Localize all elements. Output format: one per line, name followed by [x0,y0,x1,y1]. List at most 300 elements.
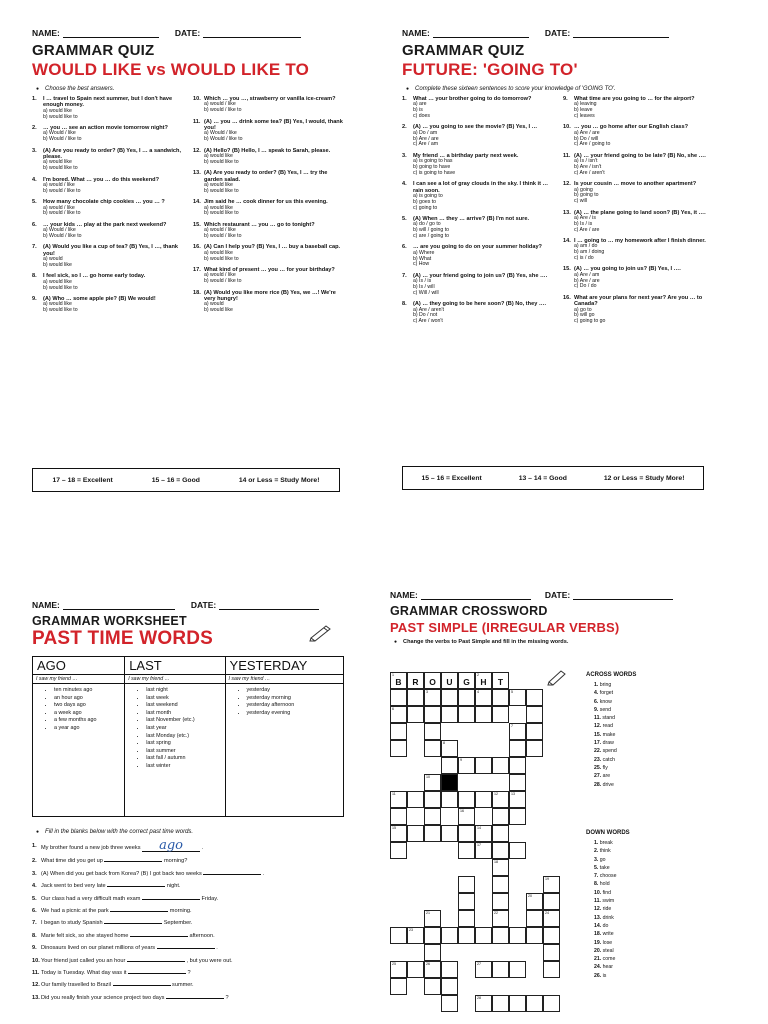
crossword-cell[interactable] [458,689,475,706]
question-stem: … your kids … play at the park next weekend? [43,221,167,228]
crossword-cell[interactable] [424,706,441,723]
sentence-after: ? [185,970,191,977]
example-answer: ago [159,838,184,853]
crossword-cell[interactable] [509,791,526,808]
crossword-cell[interactable] [492,842,509,859]
crossword-cell[interactable] [390,978,407,995]
time-word: • an hour ago [54,695,121,703]
clue-verb: fly [602,764,608,771]
question-item [32,148,183,172]
clue-verb: catch [602,756,616,763]
answer-option: b) Is / is [574,220,593,227]
clue-number: 11. [594,898,603,905]
answer-blank[interactable] [107,886,165,887]
question-body [413,301,546,325]
score-band: 17 – 18 = Excellent [52,476,113,484]
crossword-cell[interactable] [509,842,526,859]
crossword-cell[interactable] [492,927,509,944]
crossword-cell[interactable] [390,723,407,740]
crossword-cell[interactable] [458,842,475,859]
clue-verb: spend [602,748,617,755]
crossword-cell[interactable] [492,995,509,1012]
sentence-text [41,908,192,914]
crossword-cell[interactable] [475,672,492,689]
crossword-cell[interactable] [509,757,526,774]
question-item [193,96,344,114]
cell-number: 11 [392,792,396,796]
question-number: 18. [193,289,201,296]
clue-number: 3. [594,856,600,863]
name-label: NAME: [402,28,430,38]
answer-option: a) do / go to [413,221,441,228]
crossword-cell[interactable] [458,672,475,689]
crossword-cell[interactable] [441,706,458,723]
clue-item [594,972,716,980]
answer-option: b) would / like to [43,187,81,194]
cell-number: 8 [443,741,445,745]
answer-blank[interactable] [166,998,224,999]
question-number: 9. [563,96,568,102]
clue-verb: think [599,848,611,855]
crossword-cell[interactable] [526,910,543,927]
clue-verb: steal [602,947,614,954]
cell-number: 13 [511,792,515,796]
time-word: • last Monday (etc.) [146,733,221,741]
answer-option: b) is [413,107,423,114]
crossword-cell[interactable] [509,961,526,978]
answer-blank[interactable] [110,911,168,912]
crossword-cell[interactable] [526,995,543,1012]
table-column-heading: YESTERDAY [225,657,343,675]
question-item [193,244,344,262]
question-body [574,96,695,120]
answer-blank[interactable] [157,948,215,949]
answer-option: b) would / like to [204,278,242,285]
crossword-cell[interactable] [475,791,492,808]
crossword-cell[interactable] [492,825,509,842]
crossword-cell[interactable] [543,944,560,961]
crossword-cell[interactable] [458,757,475,774]
crossword-cell[interactable] [509,740,526,757]
question-body [574,124,688,148]
answer-option: c) does [413,113,431,119]
question-item [402,216,553,240]
question-item [563,124,714,148]
crossword-cell[interactable] [543,995,560,1012]
sentence-before: Dinosaurs lived on our planet millions of years [41,945,157,952]
question-item [193,222,344,240]
answer-blank[interactable] [113,985,171,986]
cell-number: 28 [477,996,481,1000]
answer-option: a) Would / like [204,130,237,137]
question-column-right [559,96,714,330]
answer-option: b) going to [574,192,599,199]
answer-blank[interactable] [104,923,162,924]
time-word: • last summer [146,748,221,756]
clue-item [594,781,716,789]
clue-item [594,706,716,714]
crossword-cell[interactable] [407,791,424,808]
crossword-cell[interactable] [543,876,560,893]
crossword-cell[interactable] [441,961,458,978]
crossword-cell[interactable] [424,791,441,808]
crossword-cell[interactable] [390,740,407,757]
crossword-cell[interactable] [492,689,509,706]
crossword-cell[interactable] [407,672,424,689]
crossword-cell[interactable] [424,910,441,927]
crossword-cell[interactable] [390,927,407,944]
crossword-cell[interactable] [492,672,509,689]
answer-option: a) Are / am [574,271,600,278]
answer-option: a) would like [43,159,72,166]
crossword-cell[interactable] [441,689,458,706]
clue-number: 6. [594,698,600,705]
crossword-cell[interactable] [492,859,509,876]
crossword-cell[interactable] [407,706,424,723]
crossword-cell[interactable] [509,689,526,706]
question-item [402,301,553,325]
answer-blank[interactable] [104,861,162,862]
crossword-cell[interactable] [441,774,458,791]
crossword-cell[interactable] [458,706,475,723]
score-band: 15 – 16 = Good [151,476,200,484]
cell-letter: R [412,677,419,687]
crossword-cell[interactable] [475,927,492,944]
answer-option: b) What [413,255,432,262]
clue-item [594,914,716,922]
question-body [43,96,183,120]
crossword-cell[interactable] [509,774,526,791]
crossword-cell[interactable] [424,825,441,842]
question-number: 10. [193,96,201,102]
answer-option: a) would [43,256,63,263]
crossword-cell[interactable] [424,927,441,944]
sentence-number: 6. [32,908,37,915]
clue-number: 7. [594,873,600,880]
crossword-cell[interactable] [390,706,407,723]
crossword-cell[interactable] [424,723,441,740]
question-body [204,170,344,194]
crossword-cell[interactable] [492,757,509,774]
crossword-cell[interactable] [509,808,526,825]
crossword-cell[interactable] [424,961,441,978]
crossword-cell[interactable] [407,825,424,842]
crossword-cell[interactable] [390,825,407,842]
past-time-table [32,656,344,817]
crossword-cell[interactable] [458,927,475,944]
question-stem: I can see a lot of gray clouds in the sky. I think it … rain soon. [413,181,549,194]
crossword-cell[interactable] [543,893,560,910]
cell-number: 25 [392,962,396,966]
question-body [204,244,340,262]
sentence-number: 5. [32,895,37,902]
crossword-cell[interactable] [424,808,441,825]
clue-number: 21. [594,956,603,963]
clue-verb: draw [602,740,614,747]
crossword-cell[interactable] [458,893,475,910]
sentence-text [41,970,191,976]
question-stem: (A) … your friend going to join us? (B) Yes, she …. [413,272,548,279]
crossword-cell[interactable] [441,978,458,995]
clue-verb: do [602,922,609,929]
answer-option: a) Are / aren't [413,306,444,313]
crossword-cell[interactable] [475,825,492,842]
clue-item [594,880,716,888]
sentence-text [41,982,194,988]
answer-option: a) would like [204,204,233,211]
time-word: • a week ago [54,710,121,718]
cell-number: 5 [511,690,513,694]
crossword-cell[interactable] [390,672,407,689]
clue-number: 20. [594,947,603,954]
crossword-cell[interactable] [475,757,492,774]
question-number: 11. [563,152,571,159]
answer-blank[interactable] [142,899,200,900]
answer-blank[interactable] [130,936,188,937]
crossword-cell[interactable] [424,944,441,961]
question-stem: (A) … your friend going to be late? (B) No, she …. [574,152,706,159]
answer-blank[interactable] [142,838,200,853]
crossword-cell[interactable] [526,893,543,910]
sentence-text [41,945,218,951]
sentence-number: 7. [32,920,37,927]
crossword-cell[interactable] [475,961,492,978]
across-heading: ACROSS WORDS [586,672,637,678]
clue-item [594,689,716,697]
table-subheading: I saw my friend … [226,675,343,684]
question-stem: … you … go home after our English class? [574,124,689,131]
crossword-cell[interactable] [526,689,543,706]
clue-number: 9. [594,706,600,713]
crossword-cell[interactable] [458,876,475,893]
cell-number: 26 [426,962,430,966]
question-item [402,124,553,148]
crossword-cell[interactable] [543,961,560,978]
crossword-cell[interactable] [458,910,475,927]
crossword-cell[interactable] [441,757,458,774]
question-item [193,199,344,217]
answer-option: a) would / like [204,272,236,279]
crossword-cell[interactable] [407,927,424,944]
crossword-cell[interactable] [475,995,492,1012]
question-body [204,96,336,114]
clue-item [594,889,716,897]
sentence-text [41,871,264,877]
crossword-cell[interactable] [407,961,424,978]
question-number: 8. [32,273,37,280]
question-body [43,273,145,291]
answer-option: c) will [574,198,587,205]
question-number: 5. [32,199,37,206]
crossword-cell[interactable] [390,808,407,825]
clue-number: 12. [594,723,603,730]
name-label: NAME: [32,28,60,38]
fill-in-sentence [32,858,344,864]
crossword-cell[interactable] [492,876,509,893]
crossword-cell[interactable] [441,740,458,757]
clue-number: 12. [594,906,603,913]
question-stem: I … going to … my homework after I finish dinner. [574,237,706,244]
worksheet-subtitle: WOULD LIKE vs WOULD LIKE TO [32,60,310,79]
sentence-before: What time did you get up [41,858,105,865]
table-column-heading: AGO [33,657,125,675]
crossword-cell[interactable] [492,706,509,723]
answer-option: c) Are / won't [413,318,443,325]
time-word: • last spring [146,740,221,748]
question-stem: (A) … you going to join us? (B) Yes, I …. [574,266,681,273]
clue-item [594,722,716,730]
cell-number: 21 [426,911,430,915]
question-column-left [32,96,189,319]
sentence-after: morning? [162,858,188,865]
instructions: ● Complete these sixteen sentences to score your knowledge of 'GOING TO'. [406,86,714,92]
crossword-cell[interactable] [526,927,543,944]
question-item [402,96,553,120]
time-word: • last night [146,687,221,695]
answer-option: b) would like [204,307,233,314]
worksheet-title: GRAMMAR QUIZ [32,42,155,59]
fill-in-sentence [32,995,344,1001]
question-stem: My friend … a birthday party next week. [413,152,519,159]
question-stem: What kind of present … you … for your birthday? [204,266,335,273]
cell-number: 14 [477,826,481,830]
crossword-cell[interactable] [390,689,407,706]
crossword-cell[interactable] [390,842,407,859]
question-body [413,273,547,297]
cell-number: 7 [511,724,513,728]
date-label: DATE: [544,590,571,600]
sentence-text [41,838,204,853]
crossword-cell[interactable] [441,825,458,842]
crossword-cell[interactable] [492,893,509,910]
clue-number: 2. [594,848,600,855]
crossword-cell[interactable] [492,961,509,978]
crossword-cell[interactable] [543,910,560,927]
question-number: 14. [563,237,571,244]
crossword-cell[interactable] [458,791,475,808]
crossword-cell[interactable] [424,672,441,689]
worksheet-subtitle: PAST TIME WORDS [32,628,214,649]
crossword-cell[interactable] [407,689,424,706]
answer-blank[interactable] [128,973,186,974]
clue-verb: swim [602,898,615,905]
answer-option: c) Do / do [574,283,597,290]
answer-blank[interactable] [127,961,185,962]
sentence-before: My brother found a new job three weeks [41,845,143,851]
time-word-list [36,687,121,733]
clue-verb: stand [602,715,616,722]
sentence-before: Our family travelled to Brazil [41,982,113,989]
date-label: DATE: [190,600,217,610]
question-column-left [402,96,559,330]
question-item [193,119,344,143]
crossword-cell[interactable] [526,723,543,740]
clue-verb: send [599,706,612,713]
question-stem: (A) … you going to see the movie? (B) Yes, I … [413,124,538,131]
clue-number: 26. [594,972,603,979]
crossword-cell[interactable] [458,825,475,842]
crossword-cell[interactable] [475,689,492,706]
clue-item [594,698,716,706]
time-word: • yesterday [247,687,340,695]
crossword-cell[interactable] [509,995,526,1012]
answer-blank[interactable] [203,874,261,875]
clue-number: 18. [594,931,603,938]
crossword-cell[interactable] [441,791,458,808]
score-band: 12 or Less = Study More! [603,474,685,482]
crossword-cell[interactable] [526,706,543,723]
question-body [204,290,344,314]
crossword-cell[interactable] [424,689,441,706]
crossword-cell[interactable] [492,808,509,825]
cell-number: 23 [409,928,413,932]
clue-verb: hold [599,881,610,888]
question-body [574,266,681,290]
answer-option: b) Are / are [413,135,439,142]
question-body [43,296,156,314]
crossword-cell[interactable] [424,978,441,995]
crossword-cell[interactable] [509,927,526,944]
clue-item [594,772,716,780]
crossword-cell[interactable] [424,774,441,791]
quiz-would-like [32,28,344,498]
crossword-cell[interactable] [424,740,441,757]
answer-option: a) Is / isn't [574,158,598,165]
clue-item [594,764,716,772]
question-stem: (A) … the plane going to land soon? (B) Yes, it …. [574,209,706,216]
crossword-cell[interactable] [475,706,492,723]
clue-item [594,864,716,872]
question-item [32,244,183,268]
question-body [204,199,328,217]
clue-number: 23. [594,756,603,763]
cell-number: 10 [426,775,430,779]
crossword-cell[interactable] [492,791,509,808]
sentence-before: Marie felt sick, so she stayed home [41,932,130,939]
crossword-cell[interactable] [543,927,560,944]
worksheet-title: GRAMMAR WORKSHEET [32,614,187,628]
cell-number: 3 [426,690,428,694]
question-item [32,125,183,143]
worksheet-title: GRAMMAR CROSSWORD [390,604,548,618]
time-word: • yesterday evening [247,710,340,718]
answer-option: c) is / do [574,254,594,261]
sentence-after: morning. [168,908,192,915]
question-item [402,181,553,211]
crossword-cell[interactable] [441,672,458,689]
crossword-cell[interactable] [390,961,407,978]
crossword-cell[interactable] [441,995,458,1012]
fill-in-sentence [32,883,344,889]
sentence-text [41,920,192,926]
crossword-cell[interactable] [458,808,475,825]
clue-item [594,856,716,864]
answer-option: b) would like to [43,284,78,291]
crossword-cell[interactable] [492,910,509,927]
crossword-cell[interactable] [526,740,543,757]
across-clues [586,672,716,789]
clue-verb: are [602,773,611,780]
sentence-number: 12. [32,982,40,989]
name-date-header [32,600,344,610]
question-stem: … are you going to do on your summer holiday? [413,244,542,251]
question-stem: (A) Can I help you? (B) Yes, I … buy a baseball cap. [204,244,341,251]
crossword-cell[interactable] [509,723,526,740]
sentence-before: (A) When did you get back from Korea? (B) I got back two weeks [41,870,204,877]
crossword-cell[interactable] [390,791,407,808]
crossword-cell[interactable] [475,842,492,859]
crossword-cell[interactable] [441,927,458,944]
